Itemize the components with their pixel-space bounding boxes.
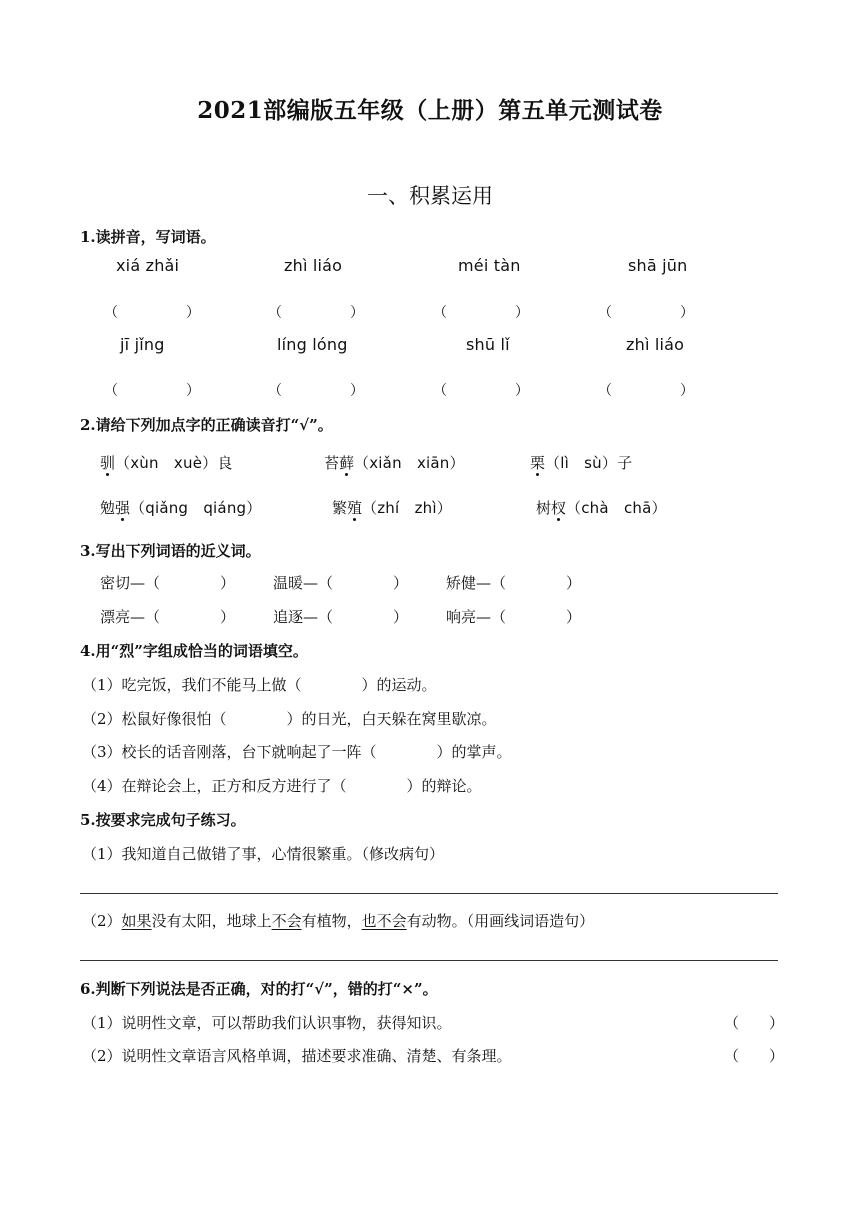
answer-box[interactable]: （ ） bbox=[598, 305, 694, 321]
pinyin-2-2: líng lóng bbox=[277, 335, 348, 354]
dotted-char: 栗 bbox=[530, 454, 546, 472]
section-heading: 一、积累运用 bbox=[367, 184, 493, 208]
question-4-heading: 4.用“烈”字组成恰当的词语填空。 bbox=[80, 642, 308, 660]
pinyin-1-3: méi tàn bbox=[458, 256, 521, 275]
pinyin-1-4: shā jūn bbox=[628, 256, 688, 275]
synonym-item[interactable]: 密切—（ ） bbox=[100, 574, 236, 592]
pronunciation-item[interactable]: 繁殖（zhí zhì） bbox=[332, 499, 452, 517]
answer-line[interactable] bbox=[80, 960, 778, 961]
fill-blank-item[interactable]: （2）松鼠好像很怕（ ）的日光，白天躲在窝里歇凉。 bbox=[82, 710, 497, 728]
judge-statement: （2）说明性文章语言风格单调，描述要求准确、清楚、有条理。 bbox=[82, 1047, 512, 1065]
pinyin-1-2: zhì liáo bbox=[284, 256, 343, 275]
pinyin-2-3: shū lǐ bbox=[466, 335, 510, 354]
pinyin-2-4: zhì liáo bbox=[626, 335, 685, 354]
pronunciation-item[interactable]: 树杈（chà chā） bbox=[536, 499, 667, 517]
question-1-heading: 1.读拼音，写词语。 bbox=[80, 228, 216, 246]
answer-line[interactable] bbox=[80, 893, 778, 894]
answer-box[interactable]: （ ） bbox=[268, 383, 364, 399]
answer-box[interactable]: （ ） bbox=[268, 305, 364, 321]
pronunciation-item[interactable]: 勉强（qiǎng qiáng） bbox=[100, 499, 262, 517]
answer-box[interactable]: （ ） bbox=[433, 383, 529, 399]
judge-answer-box[interactable]: （ ） bbox=[724, 1014, 785, 1032]
dotted-char: 驯 bbox=[100, 454, 116, 472]
synonym-item[interactable]: 漂亮—（ ） bbox=[100, 608, 236, 626]
underlined-word: 不会 bbox=[271, 912, 302, 930]
answer-box[interactable]: （ ） bbox=[598, 383, 694, 399]
question-5-heading: 5.按要求完成句子练习。 bbox=[80, 811, 246, 829]
dotted-char: 杈 bbox=[551, 499, 567, 517]
underlined-word: 如果 bbox=[121, 912, 152, 930]
pinyin-2-1: jī jǐng bbox=[120, 335, 165, 354]
pronunciation-item[interactable]: 苔藓（xiǎn xiān） bbox=[324, 454, 465, 472]
sentence-item: （1）我知道自己做错了事，心情很繁重。（修改病句） bbox=[82, 845, 445, 863]
question-6-heading: 6.判断下列说法是否正确，对的打“√”，错的打“×”。 bbox=[80, 980, 438, 998]
dotted-char: 强 bbox=[115, 499, 131, 517]
dotted-char: 藓 bbox=[339, 454, 355, 472]
question-2-heading: 2.请给下列加点字的正确读音打“√”。 bbox=[80, 416, 333, 434]
judge-statement: （1）说明性文章，可以帮助我们认识事物，获得知识。 bbox=[82, 1014, 452, 1032]
page-title: 2021部编版五年级（上册）第五单元测试卷 bbox=[197, 97, 663, 124]
judge-answer-box[interactable]: （ ） bbox=[724, 1047, 785, 1065]
fill-blank-item[interactable]: （3）校长的话音刚落，台下就响起了一阵（ ）的掌声。 bbox=[82, 743, 512, 761]
synonym-item[interactable]: 响亮—（ ） bbox=[446, 608, 582, 626]
pronunciation-item[interactable]: 驯（xùn xuè）良 bbox=[100, 454, 233, 472]
pronunciation-item[interactable]: 栗（lì sù）子 bbox=[530, 454, 633, 472]
answer-box[interactable]: （ ） bbox=[433, 305, 529, 321]
pinyin-1-1: xiá zhǎi bbox=[116, 256, 180, 275]
answer-box[interactable]: （ ） bbox=[104, 305, 200, 321]
synonym-item[interactable]: 温暖—（ ） bbox=[273, 574, 409, 592]
answer-box[interactable]: （ ） bbox=[104, 383, 200, 399]
fill-blank-item[interactable]: （1）吃完饭，我们不能马上做（ ）的运动。 bbox=[82, 676, 437, 694]
sentence-item: （2）如果没有太阳，地球上不会有植物，也不会有动物。（用画线词语造句） bbox=[82, 912, 595, 930]
question-3-heading: 3.写出下列词语的近义词。 bbox=[80, 542, 261, 560]
dotted-char: 殖 bbox=[347, 499, 363, 517]
synonym-item[interactable]: 矫健—（ ） bbox=[446, 574, 582, 592]
fill-blank-item[interactable]: （4）在辩论会上，正方和反方进行了（ ）的辩论。 bbox=[82, 777, 482, 795]
underlined-word: 也不会 bbox=[361, 912, 407, 930]
synonym-item[interactable]: 追逐—（ ） bbox=[273, 608, 409, 626]
